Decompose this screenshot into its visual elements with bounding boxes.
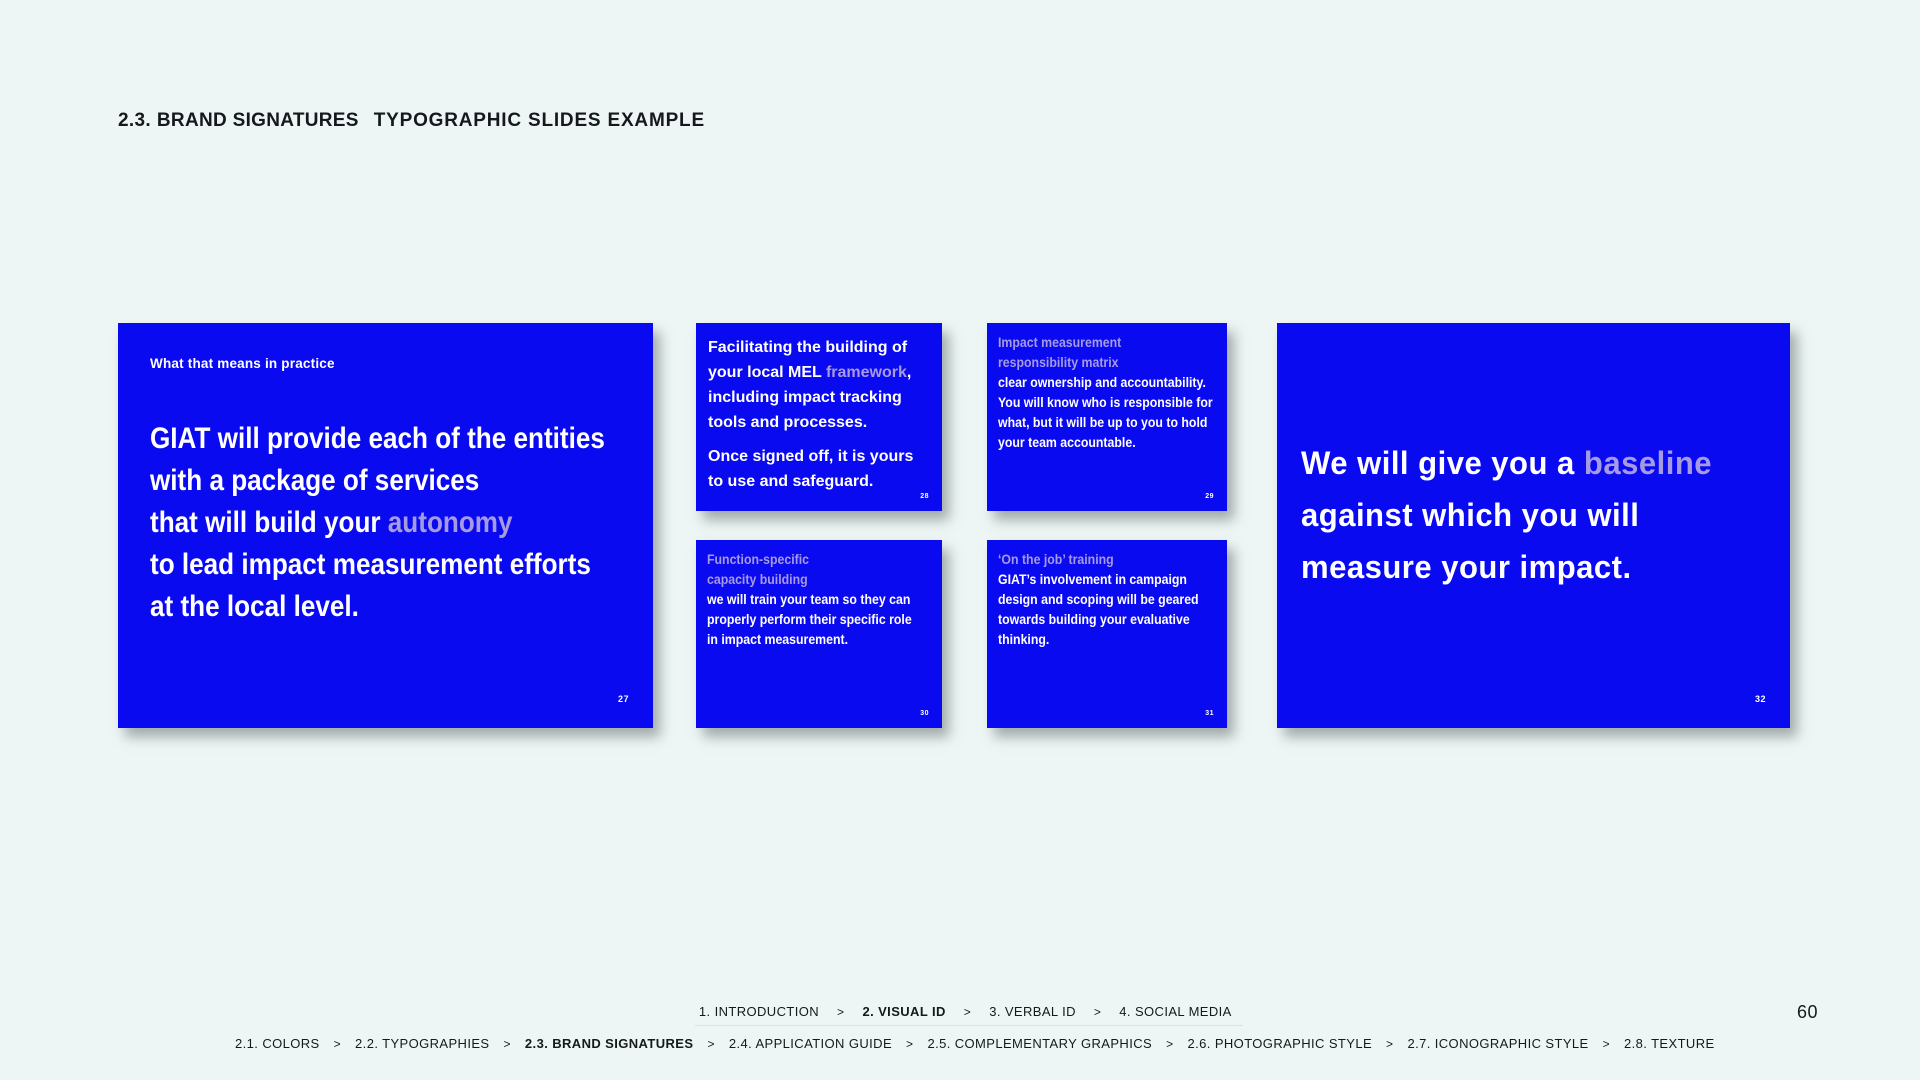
text-line: we will train your team so they can xyxy=(707,591,911,607)
breadcrumb-divider xyxy=(695,1025,1243,1026)
text-line: measure your impact. xyxy=(1301,549,1632,585)
slide-body-text xyxy=(707,549,912,649)
nav-item-2-3-brand-signatures[interactable]: 2.3. BRAND SIGNATURES xyxy=(524,1036,694,1051)
page-title: TYPOGRAPHIC SLIDES EXAMPLE xyxy=(373,110,705,131)
slide-thumbnail-29 xyxy=(987,323,1227,511)
text-line: Once signed off, it is yours xyxy=(708,448,914,465)
nav-item-2-visual-id[interactable]: 2. VISUAL ID xyxy=(862,1004,946,1019)
accent-text: baseline xyxy=(1583,445,1713,481)
slide-heading xyxy=(998,549,1199,569)
text-line: your team accountable. xyxy=(998,434,1136,450)
text-line: tools and processes. xyxy=(708,414,868,431)
chevron-separator-icon: > xyxy=(503,1037,511,1051)
slide-paragraph xyxy=(708,444,913,494)
slide-body-text xyxy=(1301,437,1712,593)
accent-text: Function-specific xyxy=(707,551,809,567)
chevron-separator-icon: > xyxy=(963,1005,972,1019)
nav-item-2-7-iconographic-style[interactable]: 2.7. ICONOGRAPHIC STYLE xyxy=(1407,1036,1589,1051)
slide-thumbnail-28 xyxy=(696,323,942,511)
text-line: your local MEL framework, xyxy=(708,364,912,381)
text-line: properly perform their specific role xyxy=(707,611,912,627)
nav-item-2-1-colors[interactable]: 2.1. COLORS xyxy=(235,1036,320,1051)
nav-item-2-4-application-guide[interactable]: 2.4. APPLICATION GUIDE xyxy=(728,1036,893,1051)
slide-thumbnail-31 xyxy=(987,540,1227,728)
slide-page-number: 31 xyxy=(1205,710,1214,717)
slide-heading xyxy=(707,549,912,589)
slide-paragraph xyxy=(998,372,1213,452)
text-line: what, but it will be up to you to hold xyxy=(998,414,1208,430)
slide-paragraph xyxy=(998,569,1199,649)
accent-text: autonomy xyxy=(387,506,513,539)
text-line: including impact tracking xyxy=(708,389,902,406)
slide-page-number: 29 xyxy=(1205,493,1214,500)
text-line: thinking. xyxy=(998,631,1050,647)
text-line: towards building your evaluative xyxy=(998,611,1190,627)
text-line: Facilitating the building of xyxy=(708,339,908,356)
text-line: in impact measurement. xyxy=(707,631,849,647)
slide-body-text xyxy=(150,418,605,628)
chevron-separator-icon: > xyxy=(1093,1005,1102,1019)
chevron-separator-icon: > xyxy=(1166,1037,1174,1051)
chevron-separator-icon: > xyxy=(333,1037,342,1051)
text-line: that will build your autonomy xyxy=(150,506,513,539)
text-line: GIAT will provide each of the entities xyxy=(150,422,605,455)
slide-body-text xyxy=(998,549,1199,649)
chevron-separator-icon: > xyxy=(837,1005,845,1019)
slide-page-number: 32 xyxy=(1754,694,1766,704)
slide-page-number: 30 xyxy=(920,710,929,717)
section-number: 2.3. xyxy=(118,110,151,131)
accent-text: Impact measurement xyxy=(998,334,1122,350)
text-line: to lead impact measurement efforts xyxy=(150,548,591,581)
slide-thumbnail-32 xyxy=(1277,323,1790,728)
accent-text: framework xyxy=(825,364,907,381)
chevron-separator-icon: > xyxy=(1602,1037,1611,1051)
chevron-separator-icon: > xyxy=(906,1037,914,1051)
slide-kicker: What that means in practice xyxy=(150,356,335,371)
slide-thumbnail-27 xyxy=(118,323,653,728)
text-line: We will give you a baseline xyxy=(1301,445,1713,481)
text-line: GIAT’s involvement in campaign xyxy=(998,571,1187,587)
primary-breadcrumb xyxy=(699,1004,1232,1019)
accent-text: capacity building xyxy=(707,571,808,587)
text-line xyxy=(998,352,1213,372)
slide-body-text xyxy=(708,335,913,494)
slide-body-text xyxy=(998,332,1213,452)
text-line xyxy=(998,549,1199,569)
secondary-breadcrumb xyxy=(235,1036,1715,1051)
nav-item-1-introduction[interactable]: 1. INTRODUCTION xyxy=(698,1004,820,1019)
text-line: at the local level. xyxy=(150,590,359,623)
text-line xyxy=(707,549,912,569)
chevron-separator-icon: > xyxy=(707,1037,715,1051)
accent-text: responsibility matrix xyxy=(998,354,1119,370)
page-header xyxy=(118,110,705,132)
chevron-separator-icon: > xyxy=(1386,1037,1394,1051)
document-page-number: 60 xyxy=(1796,1002,1818,1022)
slide-heading xyxy=(998,332,1213,372)
text-line xyxy=(998,332,1213,352)
text-line: against which you will xyxy=(1301,497,1640,533)
text-line: You will know who is responsible for xyxy=(998,394,1213,410)
slide-paragraph xyxy=(708,335,913,435)
nav-item-3-verbal-id[interactable]: 3. VERBAL ID xyxy=(989,1004,1076,1019)
text-line: clear ownership and accountability. xyxy=(998,374,1206,390)
nav-item-2-6-photographic-style[interactable]: 2.6. PHOTOGRAPHIC STYLE xyxy=(1187,1036,1373,1051)
nav-item-4-social-media[interactable]: 4. SOCIAL MEDIA xyxy=(1119,1004,1232,1019)
nav-item-2-8-texture[interactable]: 2.8. TEXTURE xyxy=(1624,1036,1715,1051)
text-line: with a package of services xyxy=(150,464,480,497)
nav-item-2-2-typographies[interactable]: 2.2. TYPOGRAPHIES xyxy=(355,1036,490,1051)
section-name: BRAND SIGNATURES xyxy=(156,110,359,131)
text-line: to use and safeguard. xyxy=(708,473,874,490)
slide-thumbnail-30 xyxy=(696,540,942,728)
slide-page-number: 27 xyxy=(617,694,629,704)
text-line xyxy=(707,569,912,589)
slide-page-number: 28 xyxy=(920,493,929,500)
nav-item-2-5-complementary-graphics[interactable]: 2.5. COMPLEMENTARY GRAPHICS xyxy=(927,1036,1153,1051)
slide-paragraph xyxy=(707,589,912,649)
text-line: design and scoping will be geared xyxy=(998,591,1199,607)
accent-text: ‘On the job’ training xyxy=(998,551,1114,567)
